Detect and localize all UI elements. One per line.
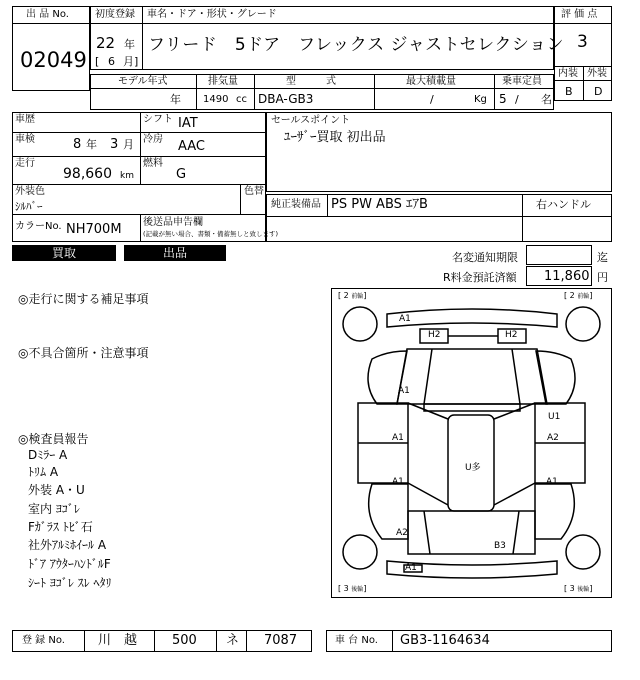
code-headlight-right: H2 <box>505 330 518 340</box>
tag-listing: 出品 <box>124 245 226 261</box>
shift-value: IAT <box>178 116 198 131</box>
inspector-line: ｼｰﾄ ﾖｺﾞﾚ ｽﾚ ﾍﾀﾘ <box>28 576 112 590</box>
tire-rear-right-label: [ 3 後輪] <box>564 584 593 593</box>
exterior-color-value: ｼﾙﾊﾞｰ <box>15 200 43 213</box>
exterior-label: 外装 <box>587 68 607 79</box>
reg-area: 川 越 <box>98 633 138 648</box>
inspector-line: 外装 A・U <box>28 483 85 497</box>
code-left-rear-door: A1 <box>392 477 404 487</box>
driving-notes-title: ◎走行に関する補足事項 <box>18 292 149 306</box>
equipment-value: PS PW ABS ｴｱB <box>331 197 428 212</box>
tire-rear-left-label: [ 3 後輪] <box>338 584 367 593</box>
code-front-bumper: A1 <box>399 314 411 324</box>
max-load-label: 最大積載量 <box>406 76 456 87</box>
recycle-unit: 円 <box>597 271 608 284</box>
code-headlight-left: H2 <box>428 330 441 340</box>
fuel-label: 燃料 <box>143 158 163 169</box>
model-year-label: モデル年式 <box>118 76 168 87</box>
first-reg-month: 6 <box>108 55 115 68</box>
eval-label: 評 価 点 <box>561 9 598 20</box>
recycle-label: R料金預託済額 <box>443 271 517 284</box>
max-load-unit: Kg <box>474 94 487 105</box>
exterior-color-label: 外装色 <box>15 186 45 197</box>
code-rear-plate: A1 <box>405 563 417 573</box>
tire-front-left-label: [ 2 前輪] <box>338 291 367 300</box>
mileage-label: 走行 <box>15 158 35 169</box>
capacity-unit: 名 <box>541 93 552 106</box>
max-load-slash: / <box>430 93 434 106</box>
mileage-unit: km <box>120 171 134 181</box>
color-no-label: カラーNo. <box>15 221 62 232</box>
reg-no-label: 登 録 No. <box>22 635 65 646</box>
ac-value: AAC <box>178 139 205 154</box>
first-reg-month-unit: 月] <box>123 55 139 68</box>
displacement: 1490 <box>203 94 229 105</box>
inspection-year-unit: 年 <box>86 138 97 151</box>
car-diagram <box>331 288 612 598</box>
inspector-line: Fｶﾞﾗｽ ﾄﾋﾞ石 <box>28 520 93 534</box>
ac-label: 冷房 <box>143 134 163 145</box>
sales-point-value: ﾕｰｻﾞｰ買取 初出品 <box>284 130 386 145</box>
chassis-no: GB3-1164634 <box>400 633 490 648</box>
code-front-fender-left: A1 <box>398 386 410 396</box>
name-change-label: 名変通知期限 <box>452 251 518 264</box>
code-right-rear-door: A1 <box>546 477 558 487</box>
car-name: フリード 5ドア フレックス ジャストセレクション <box>148 35 564 55</box>
sales-point-label: セールスポイント <box>271 115 351 126</box>
post-doc-label: 後送品申告欄 <box>143 217 203 228</box>
post-doc-note: (記載が無い場合、書類・備蓄無しと致します) <box>143 230 279 238</box>
code-right-front-door: A2 <box>547 433 559 443</box>
month-bracket: [ <box>95 55 100 68</box>
color-no-value: NH700M <box>66 222 122 237</box>
capacity: 5 <box>499 92 507 106</box>
inspector-line: Dﾐﾗｰ A <box>28 448 68 462</box>
exterior-grade: D <box>594 85 603 98</box>
lot-number: 02049 <box>20 48 87 72</box>
history-label: 車歴 <box>15 114 35 125</box>
lot-label: 出 品 No. <box>26 9 69 20</box>
car-outline-svg <box>332 289 611 597</box>
tag-purchase: 買取 <box>12 245 116 261</box>
interior-label: 内装 <box>558 68 578 79</box>
defect-notes-title: ◎不具合箇所・注意事項 <box>18 346 149 360</box>
code-roof: U多 <box>465 463 481 473</box>
interior-grade: B <box>565 85 573 98</box>
reg-number: 7087 <box>264 633 298 648</box>
code-rear-bumper: B3 <box>494 541 506 551</box>
name-change-unit: 迄 <box>597 251 608 264</box>
inspection-year: 8 <box>73 137 82 152</box>
inspector-line: 社外ｱﾙﾐﾎｲｰﾙ A <box>28 538 107 552</box>
capacity-slash: / <box>515 93 519 106</box>
displacement-unit: cc <box>236 94 247 105</box>
mileage-value: 98,660 <box>63 166 112 182</box>
code-rear-left: A2 <box>396 528 408 538</box>
color-change-label: 色替 <box>244 186 264 197</box>
inspector-report-title: ◎検査員報告 <box>18 432 89 446</box>
displacement-label: 排気量 <box>208 76 238 87</box>
name-change-box <box>526 245 592 265</box>
model-year-unit: 年 <box>170 93 181 106</box>
first-reg-year: 22 <box>96 34 116 52</box>
equipment-label: 純正装備品 <box>271 199 321 210</box>
reg-kana: ネ <box>226 633 240 648</box>
eval-score: 3 <box>577 32 588 52</box>
capacity-label: 乗車定員 <box>502 76 542 87</box>
tire-front-right-label: [ 2 前輪] <box>564 291 593 300</box>
reg-class: 500 <box>172 633 197 648</box>
fuel-value: G <box>176 167 187 182</box>
model-header-label: 車名・ドア・形状・グレード <box>147 9 277 20</box>
type-code: DBA-GB3 <box>258 92 314 106</box>
inspector-line: ﾄﾞｱ ｱｳﾀｰﾊﾝﾄﾞﾙF <box>28 557 111 571</box>
inspector-line: ﾄﾘﾑ A <box>28 465 59 479</box>
chassis-no-label: 車 台 No. <box>335 635 378 646</box>
inspection-month-unit: 月 <box>123 138 134 151</box>
recycle-value: 11,860 <box>544 269 590 284</box>
shift-label: シフト <box>143 114 173 125</box>
first-reg-label: 初度登録 <box>95 9 135 20</box>
steering-value: 右ハンドル <box>536 198 591 211</box>
first-reg-year-unit: 年 <box>124 38 135 51</box>
code-left-front-door: A1 <box>392 433 404 443</box>
code-right-upper: U1 <box>548 412 561 422</box>
inspector-line: 室内 ﾖｺﾞﾚ <box>28 502 80 516</box>
inspection-label: 車検 <box>15 134 35 145</box>
type-label: 型 式 <box>286 76 336 87</box>
inspection-month: 3 <box>110 137 119 152</box>
